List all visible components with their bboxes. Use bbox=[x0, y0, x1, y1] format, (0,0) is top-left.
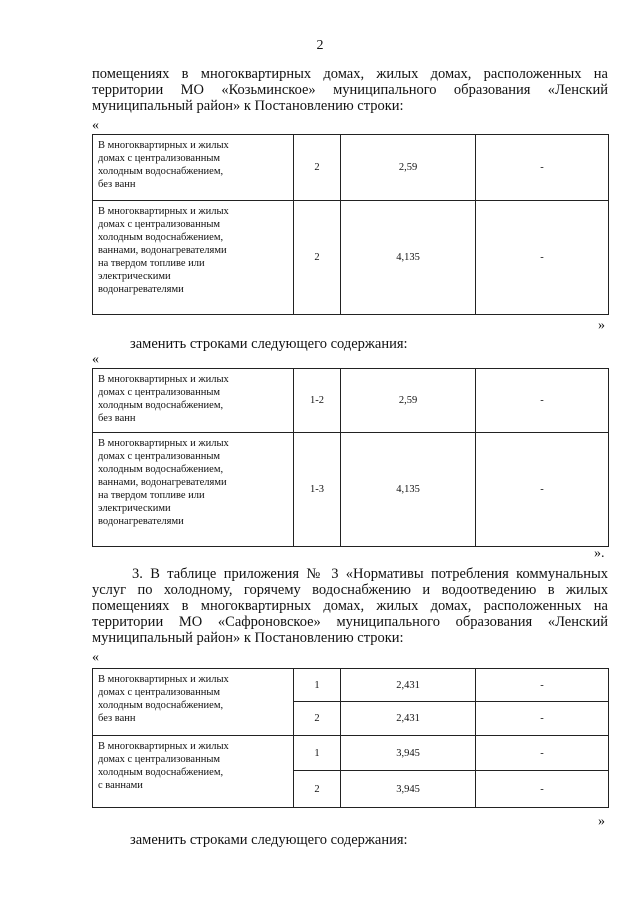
quote-open: « bbox=[92, 650, 99, 665]
norm-cell: 3,945 bbox=[341, 736, 476, 771]
table-row bbox=[93, 369, 609, 433]
norm-cell: 3,945 bbox=[341, 771, 476, 808]
page-number: 2 bbox=[316, 38, 324, 53]
table-row bbox=[93, 201, 609, 315]
floors-cell: 2 bbox=[294, 771, 341, 808]
table-row bbox=[93, 669, 609, 702]
table-1 bbox=[92, 134, 609, 315]
norm-cell: 4,135 bbox=[341, 201, 476, 315]
floors-cell: 2 bbox=[294, 201, 341, 315]
norm-cell: 2,59 bbox=[341, 369, 476, 433]
text-line: 3. В таблице приложения № 3 «Нормативы потребления коммунальных bbox=[132, 566, 608, 582]
norm-cell: 2,59 bbox=[341, 135, 476, 201]
text-line: помещениях в многоквартирных домах, жилых домах, расположенных на bbox=[92, 598, 608, 614]
extra-cell: - bbox=[476, 201, 609, 315]
table-row bbox=[93, 736, 609, 771]
extra-cell: - bbox=[476, 702, 609, 736]
text-line: муниципальный район» к Постановлению строки: bbox=[92, 630, 404, 646]
floors-cell: 1 bbox=[294, 669, 341, 702]
quote-open: « bbox=[92, 352, 99, 367]
norm-cell: 4,135 bbox=[341, 433, 476, 547]
text-line: территории МО «Сафроновское» муниципального образования «Ленский bbox=[92, 614, 608, 630]
floors-cell: 1-2 bbox=[294, 369, 341, 433]
replace-text: заменить строками следующего содержания: bbox=[130, 832, 408, 848]
norm-cell: 2,431 bbox=[341, 669, 476, 702]
extra-cell: - bbox=[476, 736, 609, 771]
table-row bbox=[93, 433, 609, 547]
quote-close: ». bbox=[594, 546, 605, 561]
text-line: муниципальный район» к Постановлению строки: bbox=[92, 98, 404, 114]
extra-cell: - bbox=[476, 369, 609, 433]
intro-paragraph bbox=[92, 66, 608, 114]
norm-cell: 2,431 bbox=[341, 702, 476, 736]
row-description: В многоквартирных и жилых домах с централизованным холодным водоснабжением, без ванн bbox=[93, 369, 294, 433]
quote-close: » bbox=[598, 318, 605, 333]
floors-cell: 2 bbox=[294, 135, 341, 201]
extra-cell: - bbox=[476, 669, 609, 702]
table-2 bbox=[92, 368, 609, 547]
row-description: В многоквартирных и жилых домах с централизованным холодным водоснабжением, ваннами, водонагревателями на твердом топливе или электрическими водонагревателями bbox=[93, 201, 294, 315]
floors-cell: 2 bbox=[294, 702, 341, 736]
extra-cell: - bbox=[476, 135, 609, 201]
quote-close: » bbox=[598, 814, 605, 829]
quote-open: « bbox=[92, 118, 99, 133]
extra-cell: - bbox=[476, 433, 609, 547]
text-line: помещениях в многоквартирных домах, жилых домах, расположенных на bbox=[92, 66, 608, 82]
row-description: В многоквартирных и жилых домах с централизованным холодным водоснабжением, без ванн bbox=[93, 669, 294, 736]
replace-text: заменить строками следующего содержания: bbox=[130, 336, 408, 352]
row-description: В многоквартирных и жилых домах с централизованным холодным водоснабжением, с ваннами bbox=[93, 736, 294, 808]
table-3 bbox=[92, 668, 609, 808]
table-row bbox=[93, 135, 609, 201]
row-description: В многоквартирных и жилых домах с централизованным холодным водоснабжением, ваннами, водонагревателями на твердом топливе или электрическими водонагревателями bbox=[93, 433, 294, 547]
text-line: территории МО «Козьминское» муниципального образования «Ленский bbox=[92, 82, 608, 98]
extra-cell: - bbox=[476, 771, 609, 808]
floors-cell: 1 bbox=[294, 736, 341, 771]
floors-cell: 1-3 bbox=[294, 433, 341, 547]
text-line: услуг по холодному, горячему водоснабжению и водоотведению в жилых bbox=[92, 582, 608, 598]
section-3-paragraph bbox=[92, 566, 608, 646]
row-description: В многоквартирных и жилых домах с централизованным холодным водоснабжением, без ванн bbox=[93, 135, 294, 201]
